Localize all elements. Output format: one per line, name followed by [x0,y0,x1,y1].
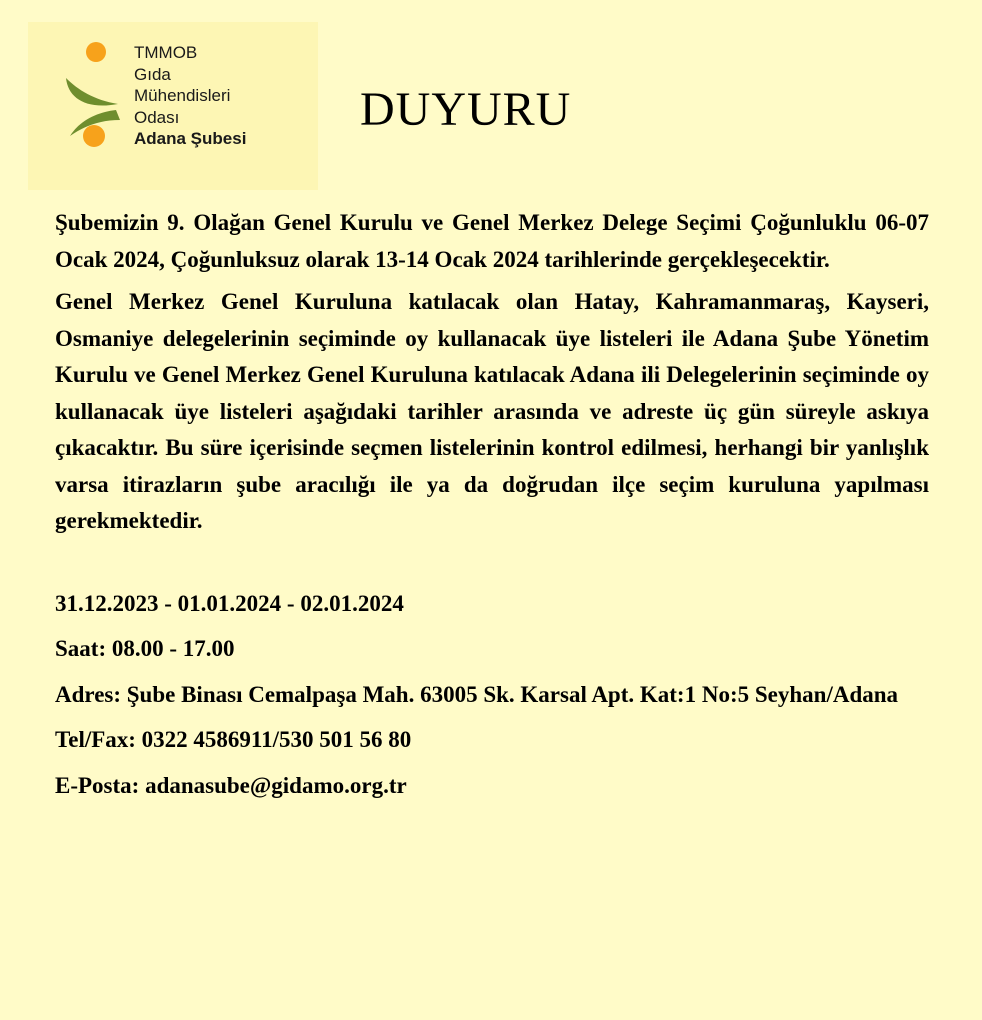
announcement-paragraph-2: Genel Merkez Genel Kuruluna katılacak olan Hatay, Kahramanmaraş, Kayseri, Osmaniye delegelerinin seçiminde oy kullanacak üye listeleri ile Adana Şube Yönetim Kurulu ve Genel Merkez Genel Kuruluna katılacak Adana ili Delegelerinin seçiminde oy kullanacak üye listeleri aşağıdaki tarihler arasında ve adreste üç gün süreyle askıya çıkacaktır. Bu süre içerisinde seçmen listelerinin kontrol edilmesi, herhangi bir yanlışlık varsa itirazların şube aracılığı ile ya da doğrudan ilçe seçim kuruluna yapılması gerekmektedir. [55,289,929,533]
page-title: DUYURU [360,83,572,136]
logo-line-3: Mühendisleri [134,86,231,105]
logo-upper-swoosh [66,78,118,106]
contact-phone: Tel/Fax: 0322 4586911/530 501 56 80 [55,727,412,752]
contact-email: E-Posta: adanasube@gidamo.org.tr [55,772,407,798]
logo-text [134,42,246,150]
announcement-body [55,205,929,804]
logo-line-2: Gıda [134,64,171,84]
organization-logo [28,22,318,190]
logo-top-circle [86,42,106,62]
logo-line-1: TMMOB [134,43,198,62]
posting-address: Adres: Şube Binası Cemalpaşa Mah. 63005 Sk. Karsal Apt. Kat:1 No:5 Seyhan/Adana [55,681,899,707]
posting-dates: 31.12.2023 - 01.01.2024 - 02.01.2024 [55,590,404,616]
posting-hours: Saat: 08.00 - 17.00 [55,636,235,661]
logo-line-5: Adana Şubesi [134,129,247,148]
announcement-paragraph-1: Şubemizin 9. Olağan Genel Kurulu ve Genel Merkez Delege Seçimi Çoğunluklu 06-07 Ocak 2024, Çoğunluksuz olarak 13-14 Ocak 2024 tarihlerinde gerçekleşecektir. [55,210,929,272]
logo-bottom-circle [83,125,105,147]
logo-emblem-icon [58,40,128,175]
logo-line-4: Odası [134,107,180,127]
